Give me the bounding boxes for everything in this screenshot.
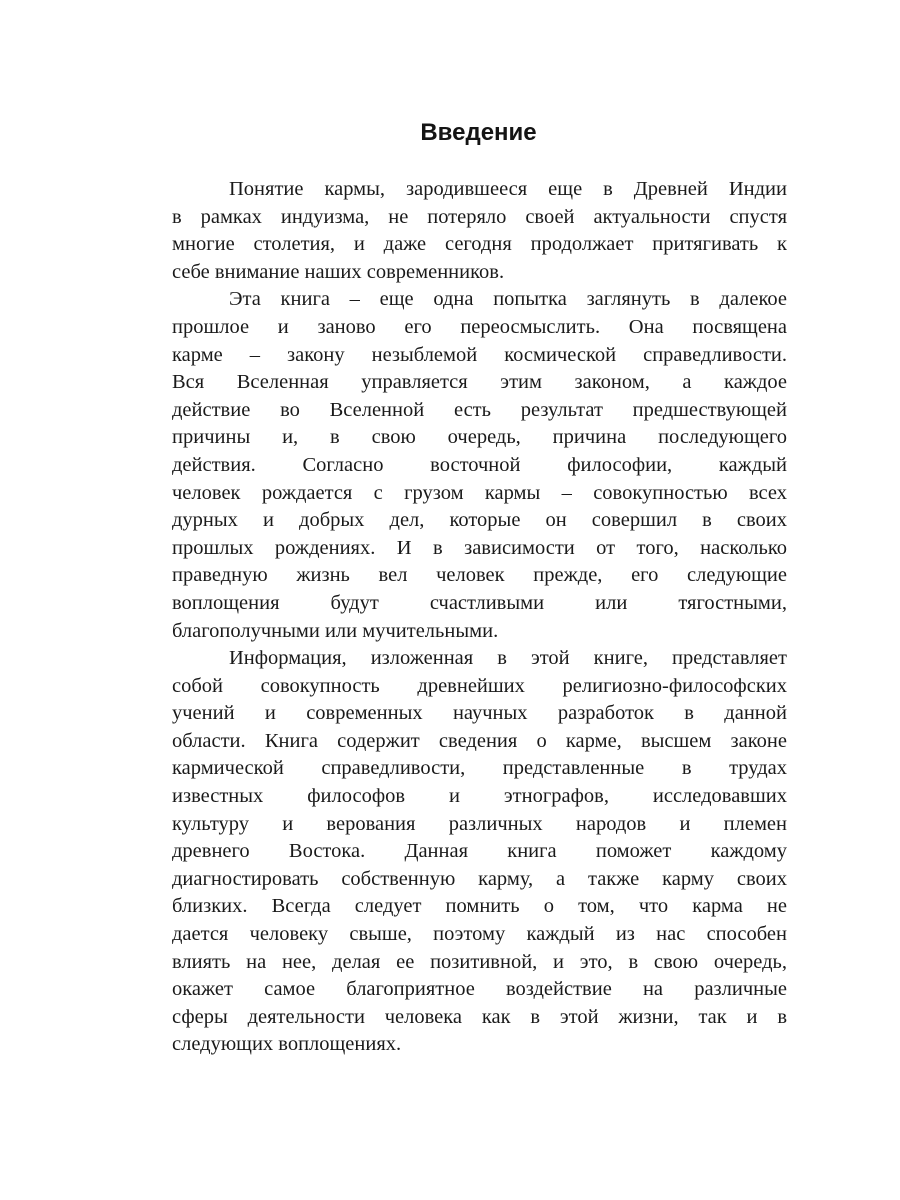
text-line: сферы деятельности человека как в этой жизни, так и в <box>172 1005 787 1028</box>
text-line: кармической справедливости, представленные в трудах <box>172 757 787 780</box>
text-line: учений и современных научных разработок в данной <box>172 702 787 725</box>
text-line: действие во Вселенной есть результат предшествующей <box>172 398 787 421</box>
text-line: действия. Согласно восточной философии, каждый <box>172 453 787 476</box>
text-line: благополучными или мучительными. <box>172 619 499 642</box>
text-line: причины и, в свою очередь, причина последующего <box>172 426 787 449</box>
text-line: в рамках индуизма, не потеряло своей актуальности спустя <box>172 205 787 228</box>
text-line: прошлых рождениях. И в зависимости от того, насколько <box>172 536 787 559</box>
text-line: диагностировать собственную карму, а также карму своих <box>172 867 787 890</box>
text-line: влиять на нее, делая ее позитивной, и это, в свою очередь, <box>172 950 787 973</box>
text-line: области. Книга содержит сведения о карме, высшем законе <box>172 729 787 752</box>
text-line: Информация, изложенная в этой книге, представляет <box>229 647 787 670</box>
paragraph <box>172 286 787 645</box>
text-line: следующих воплощениях. <box>172 1033 402 1056</box>
text-line: человек рождается с грузом кармы – совокупностью всех <box>172 481 787 504</box>
text-line: известных философов и этнографов, исследовавших <box>172 785 787 808</box>
text-line: собой совокупность древнейших религиозно-философских <box>172 674 787 697</box>
text-line: прошлое и заново его переосмыслить. Она посвящена <box>172 315 787 338</box>
text-line: дурных и добрых дел, которые он совершил в своих <box>172 509 787 532</box>
text-line: праведную жизнь вел человек прежде, его следующие <box>172 564 787 587</box>
text-line: культуру и верования различных народов и племен <box>172 812 787 835</box>
text-line: воплощения будут счастливыми или тягостными, <box>172 591 787 614</box>
text-line: дается человеку свыше, поэтому каждый из нас способен <box>172 923 787 946</box>
body-text <box>172 176 787 1059</box>
paragraph <box>172 176 787 286</box>
text-line: Эта книга – еще одна попытка заглянуть в далекое <box>229 288 787 311</box>
text-line: близких. Всегда следует помнить о том, что карма не <box>172 895 787 918</box>
text-line: карме – закону незыблемой космической справедливости. <box>172 343 787 366</box>
text-line: многие столетия, и даже сегодня продолжает притягивать к <box>172 233 787 256</box>
text-line: окажет самое благоприятное воздействие на различные <box>172 978 787 1001</box>
page-title: Введение <box>420 119 537 146</box>
paragraph <box>172 645 787 1059</box>
text-line: Вся Вселенная управляется этим законом, а каждое <box>172 371 787 394</box>
text-line: себе внимание наших современников. <box>172 260 505 283</box>
text-line: Понятие кармы, зародившееся еще в Древней Индии <box>229 178 787 200</box>
text-line: древнего Востока. Данная книга поможет каждому <box>172 840 787 863</box>
